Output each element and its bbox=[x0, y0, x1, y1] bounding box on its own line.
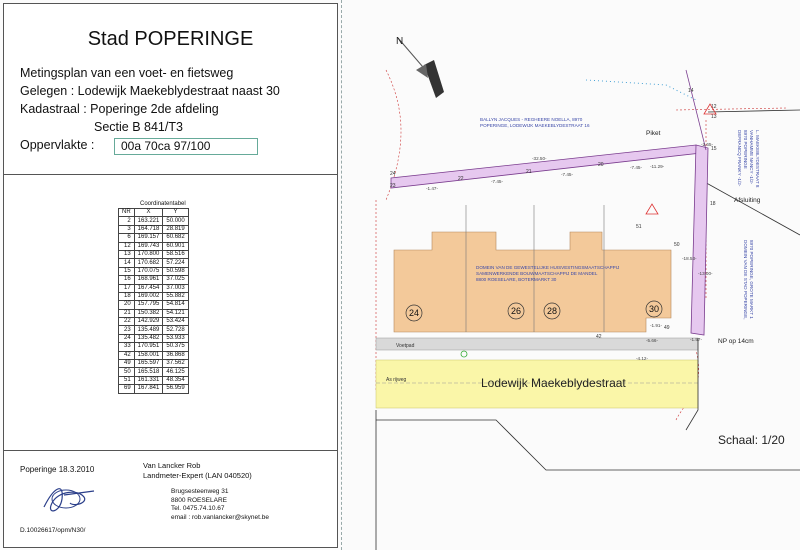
utility-line bbox=[586, 80, 696, 100]
footer-box bbox=[4, 450, 337, 547]
table-row bbox=[119, 376, 189, 384]
x-cell: 170.800 bbox=[134, 250, 163, 258]
nr-cell: 42 bbox=[119, 351, 135, 359]
col-header-nr: NR bbox=[119, 209, 135, 217]
point-label: 51 bbox=[636, 224, 642, 230]
surveyor-name: Van Lancker Rob bbox=[143, 461, 201, 470]
dimension-label: -1.57- bbox=[690, 337, 703, 342]
x-cell: 167.454 bbox=[134, 284, 163, 292]
x-cell: 169.743 bbox=[134, 242, 163, 250]
x-cell: 170.682 bbox=[134, 259, 163, 267]
house-number: 28 bbox=[547, 306, 558, 316]
north-arrow-icon bbox=[396, 36, 444, 98]
owner-top-1: BALLYN JACQUES - REGHEERE NOELLA, 8970 bbox=[480, 117, 583, 122]
nr-cell: 69 bbox=[119, 385, 135, 393]
signature-icon bbox=[34, 477, 114, 521]
dimension-label: -7.45- bbox=[561, 172, 574, 177]
owner-center-3: 8800 ROESELARE, BOTERMARKT 30 bbox=[476, 277, 557, 282]
neighbour-boundary bbox=[708, 110, 800, 112]
plan-description: Metingsplan van een voet- en fietsweg bbox=[20, 66, 234, 80]
point-label: 13 bbox=[711, 114, 717, 120]
col-header-x: X bbox=[134, 209, 163, 217]
y-cell: 56.959 bbox=[163, 385, 188, 393]
area-value: 00a 70ca 97/100 bbox=[114, 138, 258, 155]
y-cell: 28.819 bbox=[163, 225, 188, 233]
street-name: Lodewijk Maekeblydestraat bbox=[481, 376, 626, 390]
x-cell: 135.489 bbox=[134, 326, 163, 334]
warning-triangle-icon bbox=[646, 204, 658, 214]
road-outline bbox=[376, 410, 800, 550]
scale-label: Schaal: 1/20 bbox=[718, 433, 785, 447]
piket-label: Piket bbox=[646, 130, 661, 137]
table-row bbox=[119, 326, 189, 334]
owner-right-3: VANHAMME NANCY -1/2- bbox=[749, 130, 754, 185]
x-cell: 165.518 bbox=[134, 368, 163, 376]
nr-cell: 51 bbox=[119, 376, 135, 384]
header-box bbox=[4, 4, 337, 175]
x-cell: 170.951 bbox=[134, 343, 163, 351]
point-label: 42 bbox=[596, 334, 602, 340]
x-cell: 150.382 bbox=[134, 309, 163, 317]
nr-cell: 24 bbox=[119, 334, 135, 342]
y-cell: 48.354 bbox=[163, 376, 188, 384]
nr-cell: 12 bbox=[119, 242, 135, 250]
x-cell: 169.157 bbox=[134, 234, 163, 242]
dimension-label: -18.53- bbox=[682, 256, 697, 261]
table-row bbox=[119, 368, 189, 376]
table-row bbox=[119, 276, 189, 284]
dimension-label: -7.45- bbox=[491, 179, 504, 184]
table-row bbox=[119, 250, 189, 258]
table-row bbox=[119, 217, 189, 225]
x-cell: 163.221 bbox=[134, 217, 163, 225]
table-row bbox=[119, 351, 189, 359]
owner-top-2: POPERINGE, LODEWIJK MAEKEBLYDESTRAAT 16 bbox=[480, 123, 590, 128]
x-cell: 161.331 bbox=[134, 376, 163, 384]
nr-cell: 3 bbox=[119, 225, 135, 233]
x-cell: 169.002 bbox=[134, 292, 163, 300]
dimension-label: -4.12- bbox=[636, 356, 649, 361]
surveyor-title: Landmeter-Expert (LAN 040520) bbox=[143, 470, 252, 480]
table-row bbox=[119, 284, 189, 292]
point-label: 14 bbox=[688, 88, 694, 94]
owner-right-4: L. MAEKEBLYDESTRAAT 8 bbox=[755, 130, 760, 188]
point-label: 12 bbox=[711, 104, 717, 110]
point-label: 20 bbox=[598, 162, 604, 168]
point-label: 22 bbox=[458, 176, 464, 182]
nr-cell: 50 bbox=[119, 368, 135, 376]
cycle-path-segment-right bbox=[691, 145, 708, 335]
nr-cell: 33 bbox=[119, 343, 135, 351]
x-cell: 167.841 bbox=[134, 385, 163, 393]
y-cell: 58.516 bbox=[163, 250, 188, 258]
table-row bbox=[119, 259, 189, 267]
x-cell: 157.795 bbox=[134, 301, 163, 309]
as-rijweg-label: As rijweg bbox=[386, 377, 407, 383]
y-cell: 50.598 bbox=[163, 267, 188, 275]
x-cell: 135.482 bbox=[134, 334, 163, 342]
y-cell: 37.562 bbox=[163, 360, 188, 368]
house-number: 30 bbox=[649, 304, 660, 314]
point-label: 23 bbox=[390, 183, 396, 189]
house-number: 26 bbox=[511, 306, 522, 316]
nr-cell: 6 bbox=[119, 234, 135, 242]
owner-right-1: DEFRANCQ FRANKY -1/2- bbox=[737, 130, 742, 187]
location-line: Gelegen : Lodewijk Maekeblydestraat naast 30 bbox=[20, 84, 280, 98]
x-cell: 170.075 bbox=[134, 267, 163, 275]
x-cell: 164.718 bbox=[134, 225, 163, 233]
survey-point-icon bbox=[461, 351, 467, 357]
cadastral-line: Kadastraal : Poperinge 2de afdeling bbox=[20, 102, 219, 116]
phone: Tel. 0475.74.10.67 bbox=[171, 505, 225, 512]
x-cell: 165.597 bbox=[134, 360, 163, 368]
table-row bbox=[119, 318, 189, 326]
owner-far-2: 8970 POPERINGE, GROTE MARKT 1 bbox=[749, 240, 754, 319]
owner-center-2: SAMENWERKENDE BOUWMAATSCHAPPIJ DE MANDEL bbox=[476, 271, 598, 276]
y-cell: 60.682 bbox=[163, 234, 188, 242]
y-cell: 55.882 bbox=[163, 292, 188, 300]
dimension-label: -1.47- bbox=[426, 186, 439, 191]
dimension-label: -7.45- bbox=[630, 165, 643, 170]
col-header-y: Y bbox=[163, 209, 188, 217]
point-label: 24 bbox=[390, 171, 396, 177]
point-label: 21 bbox=[526, 169, 532, 175]
plan-date: Poperinge 18.3.2010 bbox=[20, 465, 95, 474]
nr-cell: 21 bbox=[119, 309, 135, 317]
area-label: Oppervlakte : bbox=[20, 138, 95, 152]
y-cell: 53.424 bbox=[163, 318, 188, 326]
address-street: Brugsesteenweg 31 bbox=[171, 488, 229, 495]
table-row bbox=[119, 360, 189, 368]
y-cell: 36.868 bbox=[163, 351, 188, 359]
city-title: Stad POPERINGE bbox=[87, 28, 254, 50]
table-row bbox=[119, 309, 189, 317]
y-cell: 54.121 bbox=[163, 309, 188, 317]
table-row bbox=[119, 334, 189, 342]
nr-cell: 22 bbox=[119, 318, 135, 326]
surveyor-block bbox=[143, 461, 252, 480]
dimension-label: -2.65- bbox=[701, 142, 714, 147]
np-label: NP op 14cm bbox=[718, 338, 754, 345]
x-cell: 158.001 bbox=[134, 351, 163, 359]
nr-cell: 23 bbox=[119, 326, 135, 334]
nr-cell: 13 bbox=[119, 250, 135, 258]
y-cell: 54.814 bbox=[163, 301, 188, 309]
nr-cell: 18 bbox=[119, 292, 135, 300]
table-row bbox=[119, 301, 189, 309]
dossier-number: D.10026617/opm/N30/ bbox=[20, 527, 86, 534]
coord-table-title: Coordinatentabel bbox=[140, 201, 186, 207]
y-cell: 37.025 bbox=[163, 276, 188, 284]
owner-far-1: DOMEIN VAN DE STAD POPERINGE, bbox=[743, 240, 748, 320]
y-cell: 37.003 bbox=[163, 284, 188, 292]
table-row bbox=[119, 242, 189, 250]
title-block bbox=[3, 3, 338, 548]
y-cell: 50.000 bbox=[163, 217, 188, 225]
voetpad-label: Voetpad bbox=[396, 343, 415, 349]
owner-center-1: DOMEIN VAN DE GEWESTELIJKE HUISVESTINGSMAATSCHAPPIJ bbox=[476, 265, 620, 270]
coordinate-table bbox=[118, 208, 189, 394]
survey-map bbox=[346, 0, 800, 550]
dimension-label: -1.91- bbox=[650, 323, 663, 328]
address-city: 8800 ROESELARE bbox=[171, 496, 228, 504]
nr-cell: 49 bbox=[119, 360, 135, 368]
fence-line bbox=[701, 180, 800, 235]
afsluiting-label: Afsluiting bbox=[734, 197, 761, 204]
nr-cell: 14 bbox=[119, 259, 135, 267]
x-cell: 142.929 bbox=[134, 318, 163, 326]
table-row bbox=[119, 234, 189, 242]
point-label: 49 bbox=[664, 325, 670, 331]
sheet-fold-line bbox=[341, 0, 342, 550]
y-cell: 52.728 bbox=[163, 326, 188, 334]
dimension-label: -5.66- bbox=[646, 338, 659, 343]
table-row bbox=[119, 343, 189, 351]
table-row bbox=[119, 385, 189, 393]
y-cell: 53.933 bbox=[163, 334, 188, 342]
y-cell: 50.375 bbox=[163, 343, 188, 351]
nr-cell: 15 bbox=[119, 267, 135, 275]
nr-cell: 17 bbox=[119, 284, 135, 292]
dimension-label: -32.50- bbox=[532, 156, 547, 161]
point-label: 18 bbox=[710, 201, 716, 207]
dimension-label: -11.29- bbox=[650, 164, 665, 169]
email: email : rob.vanlancker@skynet.be bbox=[171, 513, 270, 521]
table-row bbox=[119, 225, 189, 233]
y-cell: 46.125 bbox=[163, 368, 188, 376]
x-cell: 168.961 bbox=[134, 276, 163, 284]
surveyor-address bbox=[171, 488, 269, 522]
section-line: Sectie B 841/T3 bbox=[94, 120, 183, 134]
table-header-row bbox=[119, 209, 189, 217]
nr-cell: 2 bbox=[119, 217, 135, 225]
dimension-label: -13.00- bbox=[698, 271, 713, 276]
house-number: 24 bbox=[409, 308, 420, 318]
point-label: 50 bbox=[674, 242, 680, 248]
north-label: N bbox=[396, 36, 404, 47]
y-cell: 60.901 bbox=[163, 242, 188, 250]
owner-right-2: 8970 POPERINGE bbox=[743, 130, 748, 169]
y-cell: 57.224 bbox=[163, 259, 188, 267]
table-row bbox=[119, 292, 189, 300]
point-label: 15 bbox=[711, 146, 717, 152]
nr-cell: 16 bbox=[119, 276, 135, 284]
nr-cell: 20 bbox=[119, 301, 135, 309]
table-row bbox=[119, 267, 189, 275]
